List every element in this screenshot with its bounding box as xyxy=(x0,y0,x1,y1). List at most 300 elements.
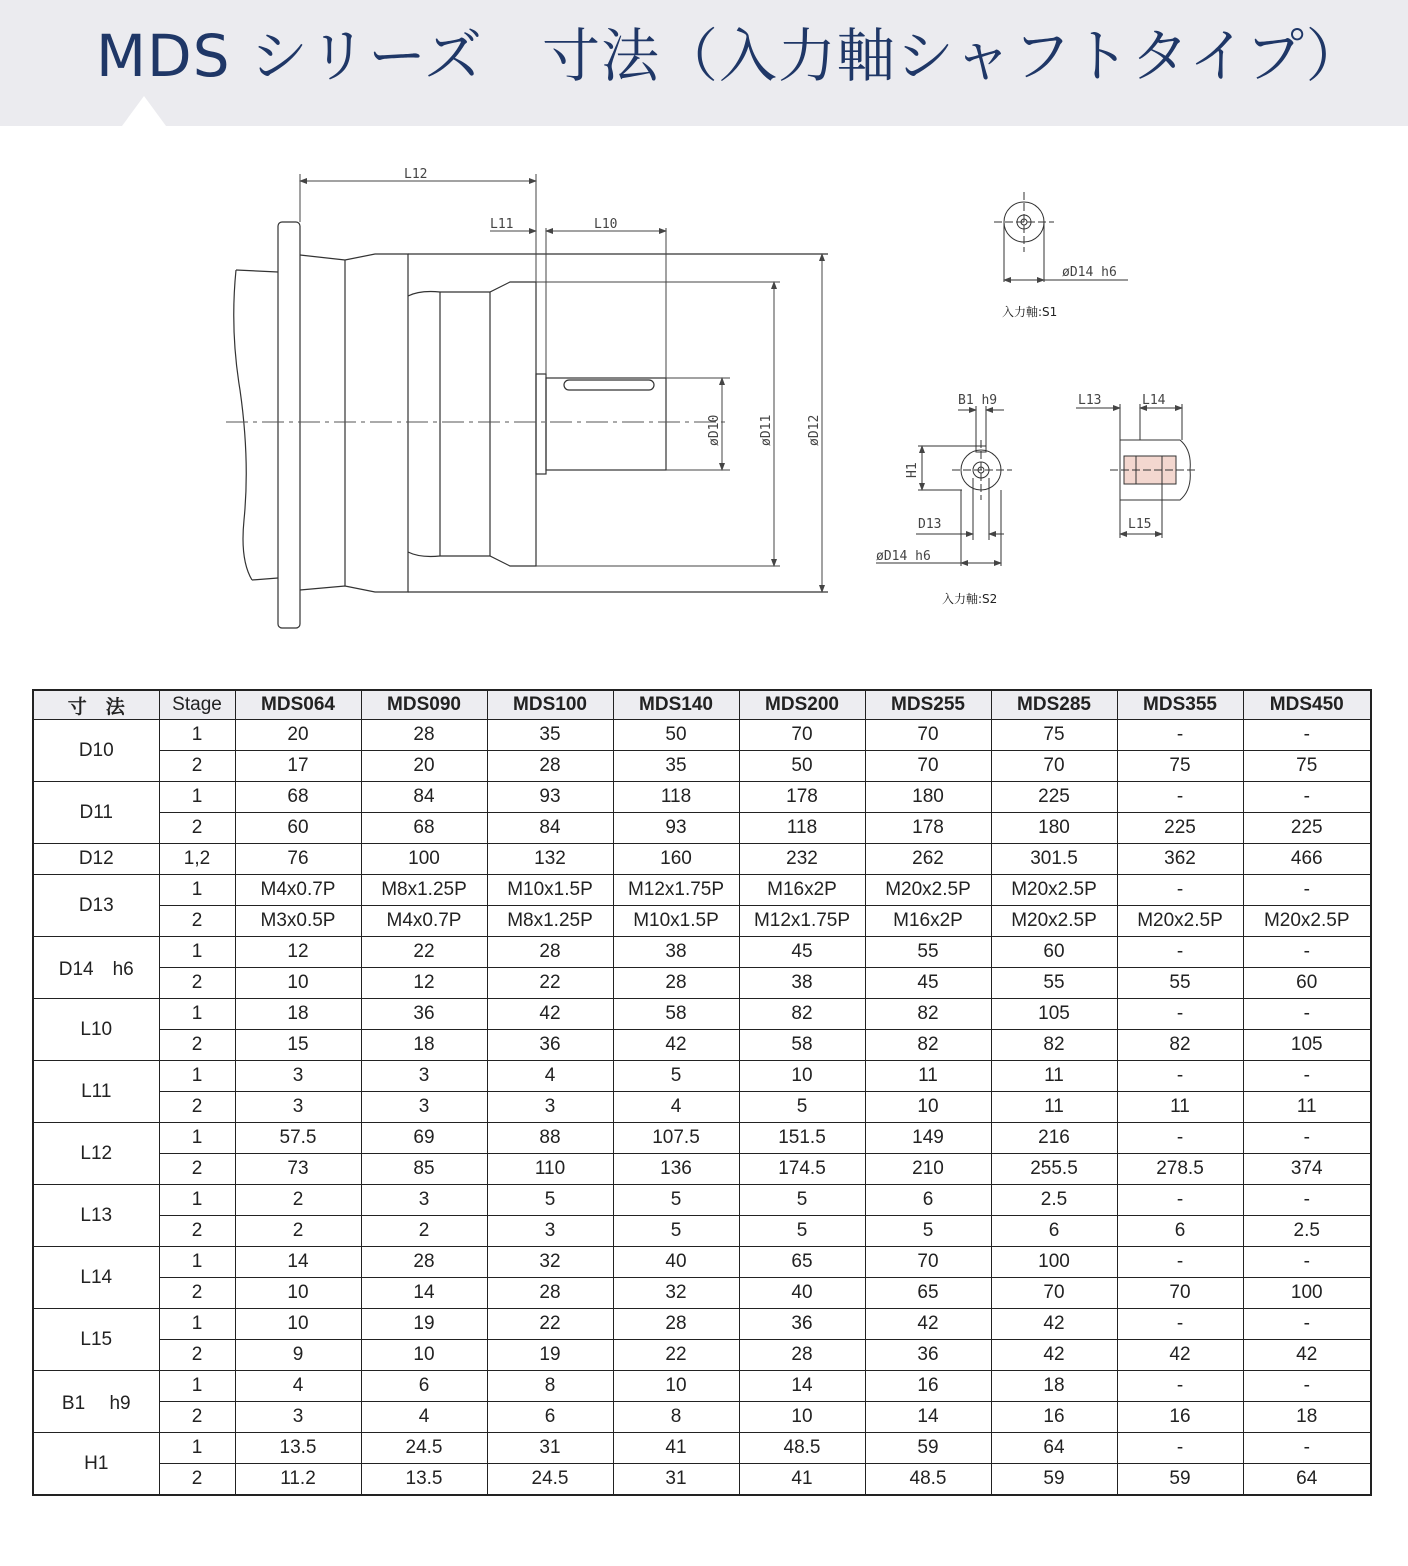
stage-cell: 2 xyxy=(159,1092,235,1123)
value-cell: 3 xyxy=(235,1061,361,1092)
table-body xyxy=(33,720,1371,1496)
value-cell: - xyxy=(1243,1185,1371,1216)
value-cell: 6 xyxy=(1117,1216,1243,1247)
header-notch xyxy=(122,96,166,126)
table-row xyxy=(33,1309,1371,1340)
value-cell: 18 xyxy=(361,1030,487,1061)
value-cell: M20x2.5P xyxy=(991,875,1117,906)
value-cell: - xyxy=(1117,1123,1243,1154)
value-cell: - xyxy=(1117,875,1243,906)
value-cell: M4x0.7P xyxy=(361,906,487,937)
dimension-table xyxy=(32,689,1372,1496)
stage-cell: 2 xyxy=(159,1278,235,1309)
value-cell: 118 xyxy=(739,813,865,844)
header-param: 寸 法 xyxy=(33,690,159,720)
value-cell: M16x2P xyxy=(865,906,991,937)
value-cell: 82 xyxy=(865,999,991,1030)
value-cell: 84 xyxy=(361,782,487,813)
label-h1: H1 xyxy=(905,462,920,478)
value-cell: 28 xyxy=(361,1247,487,1278)
stage-cell: 1 xyxy=(159,1433,235,1464)
value-cell: 36 xyxy=(361,999,487,1030)
caption-s1: 入力軸:S1 xyxy=(1002,305,1058,319)
value-cell: 70 xyxy=(865,751,991,782)
value-cell: 60 xyxy=(1243,968,1371,999)
value-cell: 75 xyxy=(1117,751,1243,782)
header-model: MDS285 xyxy=(991,690,1117,720)
value-cell: 16 xyxy=(865,1371,991,1402)
value-cell: M20x2.5P xyxy=(865,875,991,906)
value-cell: 110 xyxy=(487,1154,613,1185)
value-cell: 2 xyxy=(235,1216,361,1247)
value-cell: 12 xyxy=(361,968,487,999)
value-cell: 93 xyxy=(613,813,739,844)
param-cell: L10 xyxy=(33,999,159,1061)
value-cell: 3 xyxy=(361,1092,487,1123)
value-cell: 42 xyxy=(991,1340,1117,1371)
value-cell: - xyxy=(1117,720,1243,751)
value-cell: 22 xyxy=(613,1340,739,1371)
value-cell: 12 xyxy=(235,937,361,968)
table-row xyxy=(33,1247,1371,1278)
value-cell: 11 xyxy=(1117,1092,1243,1123)
param-cell: D10 xyxy=(33,720,159,782)
value-cell: 76 xyxy=(235,844,361,875)
value-cell: 107.5 xyxy=(613,1123,739,1154)
label-d10: øD10 xyxy=(707,414,722,446)
value-cell: 22 xyxy=(487,968,613,999)
value-cell: 180 xyxy=(865,782,991,813)
value-cell: 262 xyxy=(865,844,991,875)
stage-cell: 1 xyxy=(159,999,235,1030)
value-cell: 6 xyxy=(865,1185,991,1216)
param-cell: D11 xyxy=(33,782,159,844)
value-cell: - xyxy=(1117,1247,1243,1278)
side-dimensions xyxy=(300,174,822,592)
table-row xyxy=(33,1371,1371,1402)
value-cell: 160 xyxy=(613,844,739,875)
value-cell: 28 xyxy=(487,1278,613,1309)
value-cell: 32 xyxy=(487,1247,613,1278)
label-d14-s1: øD14 h6 xyxy=(1062,265,1117,280)
value-cell: M20x2.5P xyxy=(991,906,1117,937)
value-cell: 45 xyxy=(865,968,991,999)
header-model: MDS090 xyxy=(361,690,487,720)
value-cell: 2 xyxy=(361,1216,487,1247)
value-cell: - xyxy=(1117,937,1243,968)
value-cell: - xyxy=(1117,1371,1243,1402)
param-cell: D13 xyxy=(33,875,159,937)
value-cell: 301.5 xyxy=(991,844,1117,875)
param-cell: L13 xyxy=(33,1185,159,1247)
stage-cell: 2 xyxy=(159,968,235,999)
label-d13: D13 xyxy=(918,517,942,532)
stage-cell: 2 xyxy=(159,1216,235,1247)
table-row xyxy=(33,1402,1371,1433)
value-cell: - xyxy=(1117,1185,1243,1216)
value-cell: 10 xyxy=(361,1340,487,1371)
value-cell: 75 xyxy=(991,720,1117,751)
value-cell: - xyxy=(1117,782,1243,813)
value-cell: 42 xyxy=(1243,1340,1371,1371)
value-cell: 28 xyxy=(739,1340,865,1371)
table-row xyxy=(33,1154,1371,1185)
table-row xyxy=(33,1185,1371,1216)
value-cell: 60 xyxy=(991,937,1117,968)
value-cell: 35 xyxy=(613,751,739,782)
value-cell: 28 xyxy=(361,720,487,751)
value-cell: 14 xyxy=(739,1371,865,1402)
value-cell: 70 xyxy=(865,720,991,751)
value-cell: 42 xyxy=(991,1309,1117,1340)
value-cell: 32 xyxy=(613,1278,739,1309)
value-cell: 82 xyxy=(1117,1030,1243,1061)
value-cell: 70 xyxy=(991,1278,1117,1309)
value-cell: 105 xyxy=(991,999,1117,1030)
value-cell: 13.5 xyxy=(235,1433,361,1464)
stage-cell: 2 xyxy=(159,1464,235,1496)
table-row xyxy=(33,906,1371,937)
value-cell: 9 xyxy=(235,1340,361,1371)
stage-cell: 2 xyxy=(159,906,235,937)
value-cell: - xyxy=(1243,875,1371,906)
value-cell: 3 xyxy=(487,1092,613,1123)
value-cell: M4x0.7P xyxy=(235,875,361,906)
value-cell: 68 xyxy=(361,813,487,844)
label-l15: L15 xyxy=(1128,517,1152,532)
value-cell: 100 xyxy=(1243,1278,1371,1309)
value-cell: 60 xyxy=(235,813,361,844)
label-d11: øD11 xyxy=(759,414,774,446)
value-cell: M20x2.5P xyxy=(1117,906,1243,937)
value-cell: 5 xyxy=(613,1185,739,1216)
value-cell: 5 xyxy=(613,1216,739,1247)
value-cell: - xyxy=(1117,1433,1243,1464)
param-cell: L14 xyxy=(33,1247,159,1309)
value-cell: 82 xyxy=(865,1030,991,1061)
value-cell: 5 xyxy=(739,1092,865,1123)
value-cell: 48.5 xyxy=(865,1464,991,1496)
stage-cell: 2 xyxy=(159,813,235,844)
stage-cell: 1 xyxy=(159,1061,235,1092)
label-l11: L11 xyxy=(490,217,514,232)
param-cell: H1 xyxy=(33,1433,159,1496)
value-cell: 10 xyxy=(613,1371,739,1402)
value-cell: M8x1.25P xyxy=(361,875,487,906)
table-row xyxy=(33,1061,1371,1092)
value-cell: M8x1.25P xyxy=(487,906,613,937)
param-cell: D12 xyxy=(33,844,159,875)
value-cell: 28 xyxy=(487,937,613,968)
value-cell: M10x1.5P xyxy=(487,875,613,906)
table-row xyxy=(33,751,1371,782)
table-row xyxy=(33,1464,1371,1496)
value-cell: 68 xyxy=(235,782,361,813)
value-cell: 75 xyxy=(1243,751,1371,782)
value-cell: 174.5 xyxy=(739,1154,865,1185)
param-cell: D14 h6 xyxy=(33,937,159,999)
value-cell: 232 xyxy=(739,844,865,875)
shaft-s2-view xyxy=(876,406,1012,566)
value-cell: 59 xyxy=(991,1464,1117,1496)
value-cell: 42 xyxy=(487,999,613,1030)
table-row xyxy=(33,720,1371,751)
value-cell: 18 xyxy=(991,1371,1117,1402)
value-cell: 2.5 xyxy=(1243,1216,1371,1247)
value-cell: - xyxy=(1243,999,1371,1030)
value-cell: 10 xyxy=(739,1402,865,1433)
value-cell: 73 xyxy=(235,1154,361,1185)
value-cell: 136 xyxy=(613,1154,739,1185)
value-cell: 84 xyxy=(487,813,613,844)
value-cell: 22 xyxy=(487,1309,613,1340)
label-l12: L12 xyxy=(404,167,428,182)
value-cell: 82 xyxy=(991,1030,1117,1061)
value-cell: 255.5 xyxy=(991,1154,1117,1185)
stage-cell: 1 xyxy=(159,1309,235,1340)
value-cell: 58 xyxy=(739,1030,865,1061)
value-cell: 105 xyxy=(1243,1030,1371,1061)
header-model: MDS450 xyxy=(1243,690,1371,720)
value-cell: 5 xyxy=(865,1216,991,1247)
param-cell: B1 h9 xyxy=(33,1371,159,1433)
value-cell: 19 xyxy=(487,1340,613,1371)
value-cell: 14 xyxy=(235,1247,361,1278)
header-model: MDS255 xyxy=(865,690,991,720)
header-model: MDS200 xyxy=(739,690,865,720)
value-cell: 2 xyxy=(235,1185,361,1216)
value-cell: 11 xyxy=(1243,1092,1371,1123)
value-cell: 88 xyxy=(487,1123,613,1154)
page-title: MDS シリーズ 寸法（入力軸シャフトタイプ） xyxy=(96,22,1365,90)
side-view xyxy=(234,222,828,628)
param-cell: L15 xyxy=(33,1309,159,1371)
value-cell: 38 xyxy=(739,968,865,999)
stage-cell: 1 xyxy=(159,720,235,751)
value-cell: 55 xyxy=(865,937,991,968)
value-cell: 59 xyxy=(865,1433,991,1464)
value-cell: - xyxy=(1243,1123,1371,1154)
value-cell: 3 xyxy=(361,1061,487,1092)
value-cell: 65 xyxy=(739,1247,865,1278)
value-cell: 55 xyxy=(991,968,1117,999)
value-cell: 64 xyxy=(1243,1464,1371,1496)
value-cell: 178 xyxy=(865,813,991,844)
value-cell: 151.5 xyxy=(739,1123,865,1154)
value-cell: 42 xyxy=(1117,1340,1243,1371)
value-cell: 64 xyxy=(991,1433,1117,1464)
label-l13: L13 xyxy=(1078,393,1102,408)
value-cell: - xyxy=(1243,1371,1371,1402)
value-cell: 8 xyxy=(487,1371,613,1402)
value-cell: 3 xyxy=(361,1185,487,1216)
header-model: MDS140 xyxy=(613,690,739,720)
value-cell: 16 xyxy=(1117,1402,1243,1433)
value-cell: 210 xyxy=(865,1154,991,1185)
value-cell: M20x2.5P xyxy=(1243,906,1371,937)
value-cell: 6 xyxy=(991,1216,1117,1247)
value-cell: 48.5 xyxy=(739,1433,865,1464)
value-cell: 10 xyxy=(235,1278,361,1309)
value-cell: 70 xyxy=(739,720,865,751)
stage-cell: 1 xyxy=(159,1247,235,1278)
value-cell: 69 xyxy=(361,1123,487,1154)
table-row xyxy=(33,844,1371,875)
value-cell: - xyxy=(1243,1433,1371,1464)
stage-cell: 1 xyxy=(159,1123,235,1154)
stage-cell: 1 xyxy=(159,782,235,813)
value-cell: 31 xyxy=(613,1464,739,1496)
value-cell: - xyxy=(1243,782,1371,813)
value-cell: - xyxy=(1117,1061,1243,1092)
value-cell: 35 xyxy=(487,720,613,751)
value-cell: 24.5 xyxy=(487,1464,613,1496)
value-cell: 14 xyxy=(361,1278,487,1309)
value-cell: 10 xyxy=(235,1309,361,1340)
table-row xyxy=(33,999,1371,1030)
value-cell: 225 xyxy=(991,782,1117,813)
value-cell: 225 xyxy=(1243,813,1371,844)
label-b1: B1 h9 xyxy=(958,393,998,408)
header-model: MDS064 xyxy=(235,690,361,720)
value-cell: 5 xyxy=(739,1185,865,1216)
value-cell: 6 xyxy=(487,1402,613,1433)
value-cell: 40 xyxy=(613,1247,739,1278)
dimension-drawing xyxy=(0,126,1408,666)
value-cell: 36 xyxy=(739,1309,865,1340)
value-cell: M16x2P xyxy=(739,875,865,906)
value-cell: 57.5 xyxy=(235,1123,361,1154)
value-cell: 38 xyxy=(613,937,739,968)
stage-cell: 1 xyxy=(159,937,235,968)
value-cell: 50 xyxy=(739,751,865,782)
value-cell: - xyxy=(1117,1309,1243,1340)
stage-cell: 2 xyxy=(159,1340,235,1371)
value-cell: - xyxy=(1243,1247,1371,1278)
value-cell: 8 xyxy=(613,1402,739,1433)
value-cell: 45 xyxy=(739,937,865,968)
value-cell: 4 xyxy=(613,1092,739,1123)
value-cell: 59 xyxy=(1117,1464,1243,1496)
value-cell: 10 xyxy=(235,968,361,999)
label-d14-s2: øD14 h6 xyxy=(876,549,931,564)
value-cell: 5 xyxy=(613,1061,739,1092)
table-row xyxy=(33,937,1371,968)
value-cell: - xyxy=(1243,720,1371,751)
table-row xyxy=(33,968,1371,999)
header-stage: Stage xyxy=(159,690,235,720)
value-cell: 70 xyxy=(1117,1278,1243,1309)
table-row xyxy=(33,1433,1371,1464)
value-cell: 4 xyxy=(361,1402,487,1433)
value-cell: 36 xyxy=(865,1340,991,1371)
value-cell: 178 xyxy=(739,782,865,813)
value-cell: - xyxy=(1243,937,1371,968)
value-cell: 24.5 xyxy=(361,1433,487,1464)
value-cell: 225 xyxy=(1117,813,1243,844)
value-cell: 466 xyxy=(1243,844,1371,875)
table-row xyxy=(33,782,1371,813)
value-cell: 20 xyxy=(235,720,361,751)
stage-cell: 2 xyxy=(159,1030,235,1061)
value-cell: M3x0.5P xyxy=(235,906,361,937)
value-cell: 2.5 xyxy=(991,1185,1117,1216)
value-cell: 14 xyxy=(865,1402,991,1433)
caption-s2: 入力軸:S2 xyxy=(942,592,998,606)
value-cell: 41 xyxy=(613,1433,739,1464)
stage-cell: 2 xyxy=(159,751,235,782)
table-row xyxy=(33,1030,1371,1061)
value-cell: 85 xyxy=(361,1154,487,1185)
value-cell: 100 xyxy=(991,1247,1117,1278)
param-cell: L11 xyxy=(33,1061,159,1123)
table-row xyxy=(33,1092,1371,1123)
value-cell: 28 xyxy=(487,751,613,782)
value-cell: 18 xyxy=(1243,1402,1371,1433)
value-cell: M12x1.75P xyxy=(613,875,739,906)
table-row xyxy=(33,875,1371,906)
param-cell: L12 xyxy=(33,1123,159,1185)
value-cell: 31 xyxy=(487,1433,613,1464)
value-cell: 11 xyxy=(865,1061,991,1092)
value-cell: 36 xyxy=(487,1030,613,1061)
header-model: MDS355 xyxy=(1117,690,1243,720)
label-d12: øD12 xyxy=(807,414,822,446)
value-cell: 40 xyxy=(739,1278,865,1309)
value-cell: 5 xyxy=(739,1216,865,1247)
value-cell: 28 xyxy=(613,968,739,999)
value-cell: M10x1.5P xyxy=(613,906,739,937)
stage-cell: 1 xyxy=(159,1185,235,1216)
value-cell: 4 xyxy=(487,1061,613,1092)
stage-cell: 1 xyxy=(159,1371,235,1402)
value-cell: 65 xyxy=(865,1278,991,1309)
value-cell: 100 xyxy=(361,844,487,875)
value-cell: 3 xyxy=(487,1216,613,1247)
value-cell: - xyxy=(1243,1061,1371,1092)
value-cell: - xyxy=(1243,1309,1371,1340)
value-cell: 55 xyxy=(1117,968,1243,999)
value-cell: 50 xyxy=(613,720,739,751)
value-cell: 11.2 xyxy=(235,1464,361,1496)
value-cell: 13.5 xyxy=(361,1464,487,1496)
value-cell: 16 xyxy=(991,1402,1117,1433)
value-cell: M12x1.75P xyxy=(739,906,865,937)
value-cell: 278.5 xyxy=(1117,1154,1243,1185)
value-cell: 15 xyxy=(235,1030,361,1061)
value-cell: 41 xyxy=(739,1464,865,1496)
value-cell: 19 xyxy=(361,1309,487,1340)
table-row xyxy=(33,1340,1371,1371)
value-cell: 216 xyxy=(991,1123,1117,1154)
value-cell: 5 xyxy=(487,1185,613,1216)
header-model: MDS100 xyxy=(487,690,613,720)
value-cell: 18 xyxy=(235,999,361,1030)
value-cell: 93 xyxy=(487,782,613,813)
value-cell: 10 xyxy=(865,1092,991,1123)
value-cell: 374 xyxy=(1243,1154,1371,1185)
value-cell: 6 xyxy=(361,1371,487,1402)
label-l10: L10 xyxy=(594,217,618,232)
value-cell: 58 xyxy=(613,999,739,1030)
stage-cell: 2 xyxy=(159,1402,235,1433)
value-cell: 4 xyxy=(235,1371,361,1402)
value-cell: - xyxy=(1117,999,1243,1030)
value-cell: 42 xyxy=(865,1309,991,1340)
value-cell: 132 xyxy=(487,844,613,875)
table-row xyxy=(33,813,1371,844)
value-cell: 70 xyxy=(865,1247,991,1278)
